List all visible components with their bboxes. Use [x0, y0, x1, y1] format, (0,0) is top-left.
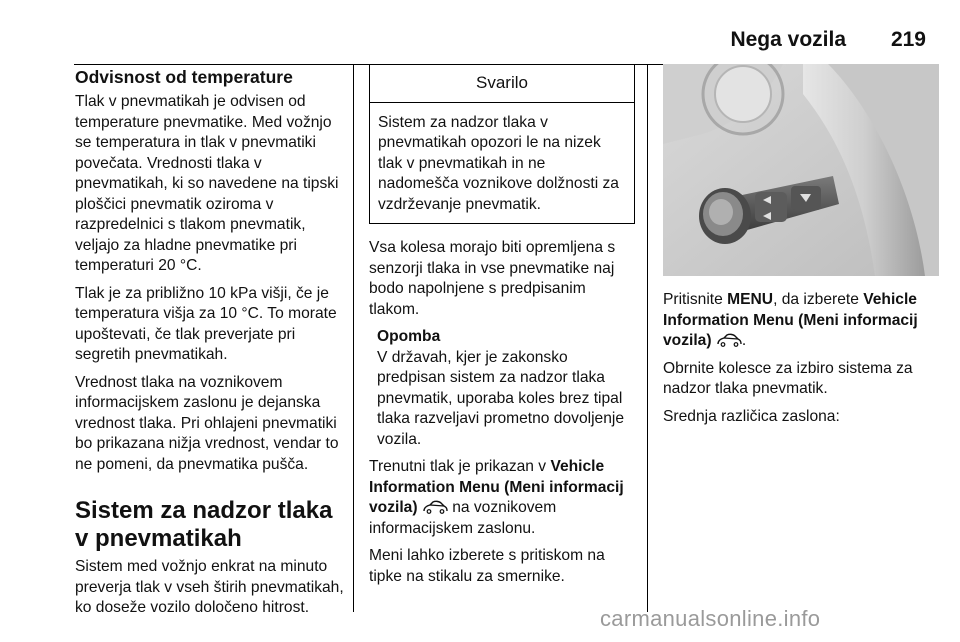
section-title: Nega vozila — [730, 28, 846, 51]
heading-tpms: Sistem za nadzor tlaka v pnevmatikah — [75, 497, 333, 552]
warning-text: Sistem za nadzor tlaka v pnevmatikah opozori le na nizek tlak v pnevmatikah in ne nadomešča voznikove dolžnosti za vzdrževanje pnevmatik. — [378, 113, 619, 213]
paragraph — [663, 290, 933, 352]
page-number: 219 — [890, 28, 926, 51]
paragraph: Meni lahko izberete s pritiskom na tipke na stikalu za smernike. — [369, 547, 605, 585]
turn-signal-stalk-photo — [663, 64, 939, 276]
note-text: V državah, kjer je zakonsko predpisan sistem za nadzor tlaka pnevmatik, uporaba koles brez tipal tlaka razveljavi prometno dovoljenje vozila. — [377, 348, 625, 448]
column-divider-2 — [647, 64, 648, 612]
column-3 — [663, 64, 933, 434]
note-title: Opomba — [377, 328, 441, 345]
menu-button-label: MENU — [727, 291, 774, 308]
paragraph — [369, 457, 635, 539]
watermark: carmanualsonline.info — [600, 606, 821, 631]
paragraph: Vrednost tlaka na voznikovem informacijskem zaslonu je dejanska vrednost tlaka. Pri ohlajeni pnevmatiki bo prikazana nižja vrednost, vendar to ne pomeni, da pnevmatika pušča. — [75, 373, 339, 473]
paragraph: Srednja različica zaslona: — [663, 407, 840, 425]
warning-title: Svarilo — [370, 65, 634, 103]
page-header — [74, 20, 926, 50]
heading-temperature: Odvisnost od temperature — [75, 67, 293, 87]
menu-name: Vehicle Information Menu (Meni informacij vozila) — [663, 291, 918, 349]
paragraph: Vsa kolesa morajo biti opremljena s senzorji tlaka in vse pnevmatike naj bodo napolnjene s predpisanim tlakom. — [369, 239, 616, 318]
column-1 — [75, 64, 345, 626]
column-divider-1 — [353, 64, 354, 612]
column-2 — [369, 64, 635, 594]
paragraph: Tlak v pnevmatikah je odvisen od temperature pnevmatike. Med vožnjo se temperatura in tlak v pnevmatiki povečata. Vrednosti tlaka v pnevmatikah, ki so navedene na tipski ploščici pnevmatik oziroma v razpredelnici s tlakom pnevmatik, veljajo za hladne pnevmatike pri temperaturi 20 °C. — [75, 93, 339, 274]
menu-name: Vehicle Information Menu (Meni informacij vozila) — [369, 458, 624, 516]
car-outline-icon — [422, 500, 448, 514]
text-span: na voznikovem informacijskem zaslonu. — [369, 499, 557, 537]
paragraph: Tlak je za približno 10 kPa višji, če je temperatura višja za 10 °C. To morate upoštevati, če tlak preverjate pri segretih pnevmatikah. — [75, 284, 337, 363]
note-block — [369, 327, 635, 450]
text-span: Trenutni tlak je prikazan v — [369, 458, 551, 475]
text-span: , da izberete — [773, 291, 864, 308]
text-span: . — [741, 332, 747, 349]
paragraph: Sistem med vožnjo enkrat na minuto preverja tlak v vseh štirih pnevmatikah, ko doseže vozilo določeno hitrost. — [75, 558, 344, 616]
warning-box — [369, 64, 635, 224]
paragraph: Obrnite kolesce za izbiro sistema za nadzor tlaka pnevmatik. — [663, 359, 913, 397]
text-span: Pritisnite — [663, 291, 728, 308]
car-outline-icon — [716, 333, 742, 347]
